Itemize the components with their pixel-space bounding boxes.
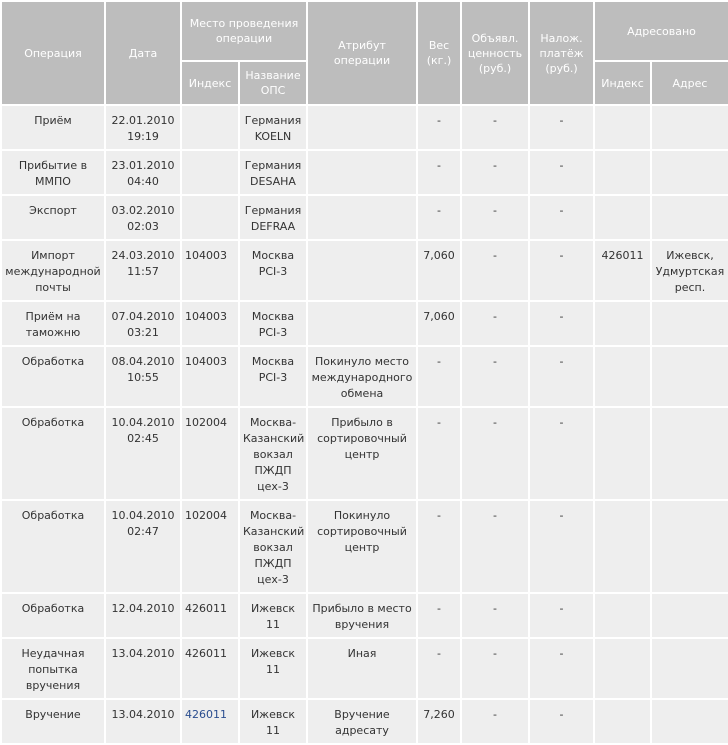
- addr-index-cell: [594, 638, 651, 699]
- index-cell: [181, 301, 239, 346]
- ops-name-line: вокзал: [253, 541, 293, 554]
- ops-name-cell: [239, 593, 307, 638]
- weight-value: 7,060: [423, 249, 455, 262]
- ops-name-line: DESAHA: [250, 175, 296, 188]
- date-value: 07.04.2010: [111, 310, 175, 323]
- addr-index-cell: [594, 407, 651, 500]
- attribute-cell: [307, 150, 417, 195]
- time-value: 02:03: [127, 220, 159, 233]
- operation-name: Обработка: [21, 509, 85, 522]
- operation-name: Обработка: [21, 355, 85, 368]
- ops-name-line: Германия: [244, 114, 302, 127]
- weight-value: -: [437, 204, 441, 217]
- attribute-cell: [307, 346, 417, 407]
- declared-value: -: [493, 509, 497, 522]
- time-value: 04:40: [127, 175, 159, 188]
- cod-cell: [529, 195, 594, 240]
- date-cell: [105, 105, 181, 150]
- operation-cell: [1, 105, 105, 150]
- ops-name-line: Москва: [251, 310, 295, 323]
- addr-index-cell: [594, 346, 651, 407]
- declared-value-cell: [461, 240, 529, 301]
- weight-cell: [417, 301, 461, 346]
- declared-value-cell: [461, 105, 529, 150]
- declared-value: -: [493, 249, 497, 262]
- attribute-value: Иная: [347, 647, 377, 660]
- addr-cell: [651, 150, 728, 195]
- attribute-cell: [307, 500, 417, 593]
- declared-value-cell: [461, 195, 529, 240]
- col-weight: Вес (кг.): [417, 1, 461, 105]
- tracking-rows: [1, 105, 728, 744]
- col-declared-value: Объявл. ценность (руб.): [461, 1, 529, 105]
- declared-value-cell: [461, 301, 529, 346]
- index-value: 102004: [185, 416, 227, 429]
- ops-name-line: KOELN: [254, 130, 292, 143]
- operation-name: Импорт международной почты: [5, 249, 101, 294]
- table-row: [1, 407, 728, 500]
- weight-value: -: [437, 509, 441, 522]
- date-value: 03.02.2010: [111, 204, 175, 217]
- cod-cell: [529, 407, 594, 500]
- operation-name: Вручение: [25, 708, 81, 721]
- date-cell: [105, 150, 181, 195]
- table-row: [1, 593, 728, 638]
- table-row: [1, 699, 728, 744]
- attribute-cell: [307, 638, 417, 699]
- weight-cell: [417, 638, 461, 699]
- declared-value-cell: [461, 638, 529, 699]
- cod-value: -: [559, 416, 564, 429]
- ops-name-line: 11: [266, 663, 280, 676]
- cod-value: -: [559, 708, 564, 721]
- time-value: 11:57: [127, 265, 159, 278]
- addr-cell: [651, 240, 728, 301]
- weight-cell: [417, 593, 461, 638]
- attribute-value: Прибыло в место вручения: [312, 602, 412, 631]
- operation-cell: [1, 346, 105, 407]
- addr-cell: [651, 407, 728, 500]
- date-value: 22.01.2010: [111, 114, 175, 127]
- addr-index-cell: [594, 301, 651, 346]
- addr-cell: [651, 346, 728, 407]
- declared-value-cell: [461, 346, 529, 407]
- ops-name-cell: [239, 699, 307, 744]
- date-value: 24.03.2010: [111, 249, 175, 262]
- table-row: [1, 150, 728, 195]
- attribute-value: Покинуло место международного обмена: [311, 355, 413, 400]
- addr-index-cell: [594, 500, 651, 593]
- col-addr-address: Адрес: [651, 61, 728, 105]
- operation-name: Обработка: [21, 602, 85, 615]
- addr-cell: [651, 195, 728, 240]
- operation-cell: [1, 699, 105, 744]
- ops-name-cell: [239, 195, 307, 240]
- date-cell: [105, 407, 181, 500]
- ops-name-line: вокзал: [253, 448, 293, 461]
- addr-index-cell: [594, 150, 651, 195]
- table-row: [1, 240, 728, 301]
- index-link[interactable]: 426011: [185, 708, 227, 721]
- ops-name-line: DEFRAA: [250, 220, 296, 233]
- date-value: 12.04.2010: [111, 602, 175, 615]
- cod-cell: [529, 638, 594, 699]
- addr-index-cell: [594, 105, 651, 150]
- declared-value: -: [493, 708, 497, 721]
- declared-value: -: [493, 310, 497, 323]
- attribute-value: Покинуло сортировочный центр: [317, 509, 407, 554]
- date-value: 10.04.2010: [111, 416, 175, 429]
- ops-name-line: цех-3: [257, 573, 289, 586]
- ops-name-line: Германия: [244, 204, 302, 217]
- index-value: 104003: [185, 355, 227, 368]
- operation-name: Прибытие в ММПО: [18, 159, 88, 188]
- ops-name-cell: [239, 500, 307, 593]
- ops-name-line: Ижевск: [250, 708, 296, 721]
- operation-name: Обработка: [21, 416, 85, 429]
- ops-name-cell: [239, 150, 307, 195]
- attribute-value: Прибыло в сортировочный центр: [317, 416, 407, 461]
- ops-name-line: Казанский: [243, 432, 305, 445]
- weight-cell: [417, 407, 461, 500]
- addr-index-cell: [594, 593, 651, 638]
- index-cell: [181, 240, 239, 301]
- operation-cell: [1, 638, 105, 699]
- date-cell: [105, 346, 181, 407]
- cod-value: -: [559, 114, 564, 127]
- ops-name-line: Ижевск: [250, 647, 296, 660]
- col-date: Дата: [105, 1, 181, 105]
- addr-cell: [651, 301, 728, 346]
- cod-cell: [529, 699, 594, 744]
- date-cell: [105, 500, 181, 593]
- index-cell: [181, 593, 239, 638]
- time-value: 10:55: [127, 371, 159, 384]
- cod-value: -: [559, 647, 564, 660]
- index-value: 426011: [185, 647, 227, 660]
- ops-name-line: 11: [266, 724, 280, 737]
- date-cell: [105, 301, 181, 346]
- operation-cell: [1, 240, 105, 301]
- ops-name-line: Германия: [244, 159, 302, 172]
- time-value: 19:19: [127, 130, 159, 143]
- ops-name-line: 11: [266, 618, 280, 631]
- attribute-cell: [307, 301, 417, 346]
- declared-value: -: [493, 159, 497, 172]
- weight-value: 7,060: [423, 310, 455, 323]
- cod-cell: [529, 593, 594, 638]
- declared-value-cell: [461, 150, 529, 195]
- col-place: Место проведения операции: [181, 1, 307, 61]
- addr-cell: [651, 500, 728, 593]
- cod-cell: [529, 346, 594, 407]
- cod-value: -: [559, 159, 564, 172]
- ops-name-line: PCI-3: [258, 265, 288, 278]
- operation-name: Приём: [34, 114, 72, 127]
- col-attribute: Атрибут операции: [307, 1, 417, 105]
- index-cell: [181, 407, 239, 500]
- weight-value: -: [437, 159, 441, 172]
- date-value: 23.01.2010: [111, 159, 175, 172]
- declared-value-cell: [461, 407, 529, 500]
- ops-name-line: Москва: [251, 249, 295, 262]
- ops-name-line: PCI-3: [258, 371, 288, 384]
- date-cell: [105, 240, 181, 301]
- addr-cell: [651, 638, 728, 699]
- ops-name-cell: [239, 638, 307, 699]
- operation-cell: [1, 195, 105, 240]
- col-ops-name: Название ОПС: [239, 61, 307, 105]
- index-cell: [181, 105, 239, 150]
- time-value: 02:45: [127, 432, 159, 445]
- weight-value: -: [437, 355, 441, 368]
- operation-name: Приём на таможню: [25, 310, 81, 339]
- weight-value: -: [437, 114, 441, 127]
- time-value: 02:47: [127, 525, 159, 538]
- index-value: 104003: [185, 249, 227, 262]
- ops-name-cell: [239, 240, 307, 301]
- weight-cell: [417, 699, 461, 744]
- addr-cell: [651, 699, 728, 744]
- ops-name-cell: [239, 105, 307, 150]
- weight-value: 7,260: [423, 708, 455, 721]
- cod-value: -: [559, 249, 564, 262]
- weight-value: -: [437, 416, 441, 429]
- weight-cell: [417, 346, 461, 407]
- cod-cell: [529, 301, 594, 346]
- index-cell: [181, 150, 239, 195]
- weight-cell: [417, 500, 461, 593]
- weight-cell: [417, 240, 461, 301]
- weight-cell: [417, 150, 461, 195]
- weight-cell: [417, 105, 461, 150]
- table-row: [1, 301, 728, 346]
- ops-name-cell: [239, 407, 307, 500]
- operation-name: Неудачная попытка вручения: [21, 647, 85, 692]
- attribute-value: Вручение адресату: [334, 708, 390, 737]
- addr-index-cell: [594, 240, 651, 301]
- date-value: 13.04.2010: [111, 708, 175, 721]
- weight-cell: [417, 195, 461, 240]
- attribute-cell: [307, 593, 417, 638]
- index-cell: [181, 195, 239, 240]
- declared-value-cell: [461, 500, 529, 593]
- addr-index-value: 426011: [601, 249, 644, 262]
- declared-value-cell: [461, 593, 529, 638]
- date-cell: [105, 699, 181, 744]
- col-operation: Операция: [1, 1, 105, 105]
- operation-cell: [1, 150, 105, 195]
- table-row: [1, 105, 728, 150]
- index-value: 102004: [185, 509, 227, 522]
- index-value: 104003: [185, 310, 227, 323]
- table-row: [1, 638, 728, 699]
- operation-cell: [1, 593, 105, 638]
- ops-name-line: Казанский: [243, 525, 305, 538]
- ops-name-line: Москва-: [249, 509, 297, 522]
- weight-value: -: [437, 602, 441, 615]
- attribute-cell: [307, 407, 417, 500]
- addr-index-cell: [594, 699, 651, 744]
- cod-value: -: [559, 204, 564, 217]
- index-cell: [181, 638, 239, 699]
- addr-cell: [651, 593, 728, 638]
- declared-value: -: [493, 602, 497, 615]
- ops-name-line: Москва-: [249, 416, 297, 429]
- date-cell: [105, 593, 181, 638]
- table-row: [1, 346, 728, 407]
- cod-value: -: [559, 355, 564, 368]
- operation-cell: [1, 407, 105, 500]
- declared-value-cell: [461, 699, 529, 744]
- col-addr-index: Индекс: [594, 61, 651, 105]
- cod-cell: [529, 105, 594, 150]
- ops-name-cell: [239, 346, 307, 407]
- date-value: 08.04.2010: [111, 355, 175, 368]
- ops-name-line: Москва: [251, 355, 295, 368]
- ops-name-line: PCI-3: [258, 326, 288, 339]
- cod-cell: [529, 150, 594, 195]
- weight-value: -: [437, 647, 441, 660]
- attribute-cell: [307, 105, 417, 150]
- index-cell: [181, 500, 239, 593]
- operation-cell: [1, 500, 105, 593]
- date-value: 13.04.2010: [111, 647, 175, 660]
- date-cell: [105, 195, 181, 240]
- col-index: Индекс: [181, 61, 239, 105]
- index-value: 426011: [185, 602, 227, 615]
- cod-cell: [529, 240, 594, 301]
- date-value: 10.04.2010: [111, 509, 175, 522]
- cod-cell: [529, 500, 594, 593]
- attribute-cell: [307, 699, 417, 744]
- table-row: [1, 500, 728, 593]
- col-cod: Налож. платёж (руб.): [529, 1, 594, 105]
- ops-name-line: ПЖДП: [254, 464, 292, 477]
- index-cell: [181, 699, 239, 744]
- date-cell: [105, 638, 181, 699]
- addr-value: Ижевск, Удмуртская респ.: [655, 249, 725, 294]
- index-cell: [181, 346, 239, 407]
- attribute-cell: [307, 195, 417, 240]
- operation-cell: [1, 301, 105, 346]
- ops-name-line: Ижевск: [250, 602, 296, 615]
- declared-value: -: [493, 114, 497, 127]
- cod-value: -: [559, 509, 564, 522]
- cod-value: -: [559, 602, 564, 615]
- ops-name-line: ПЖДП: [254, 557, 292, 570]
- ops-name-cell: [239, 301, 307, 346]
- attribute-cell: [307, 240, 417, 301]
- declared-value: -: [493, 416, 497, 429]
- time-value: 03:21: [127, 326, 159, 339]
- addr-index-cell: [594, 195, 651, 240]
- operation-name: Экспорт: [29, 204, 77, 217]
- declared-value: -: [493, 355, 497, 368]
- table-row: [1, 195, 728, 240]
- col-addressed: Адресовано: [594, 1, 728, 61]
- cod-value: -: [559, 310, 564, 323]
- addr-cell: [651, 105, 728, 150]
- declared-value: -: [493, 647, 497, 660]
- ops-name-line: цех-3: [257, 480, 289, 493]
- declared-value: -: [493, 204, 497, 217]
